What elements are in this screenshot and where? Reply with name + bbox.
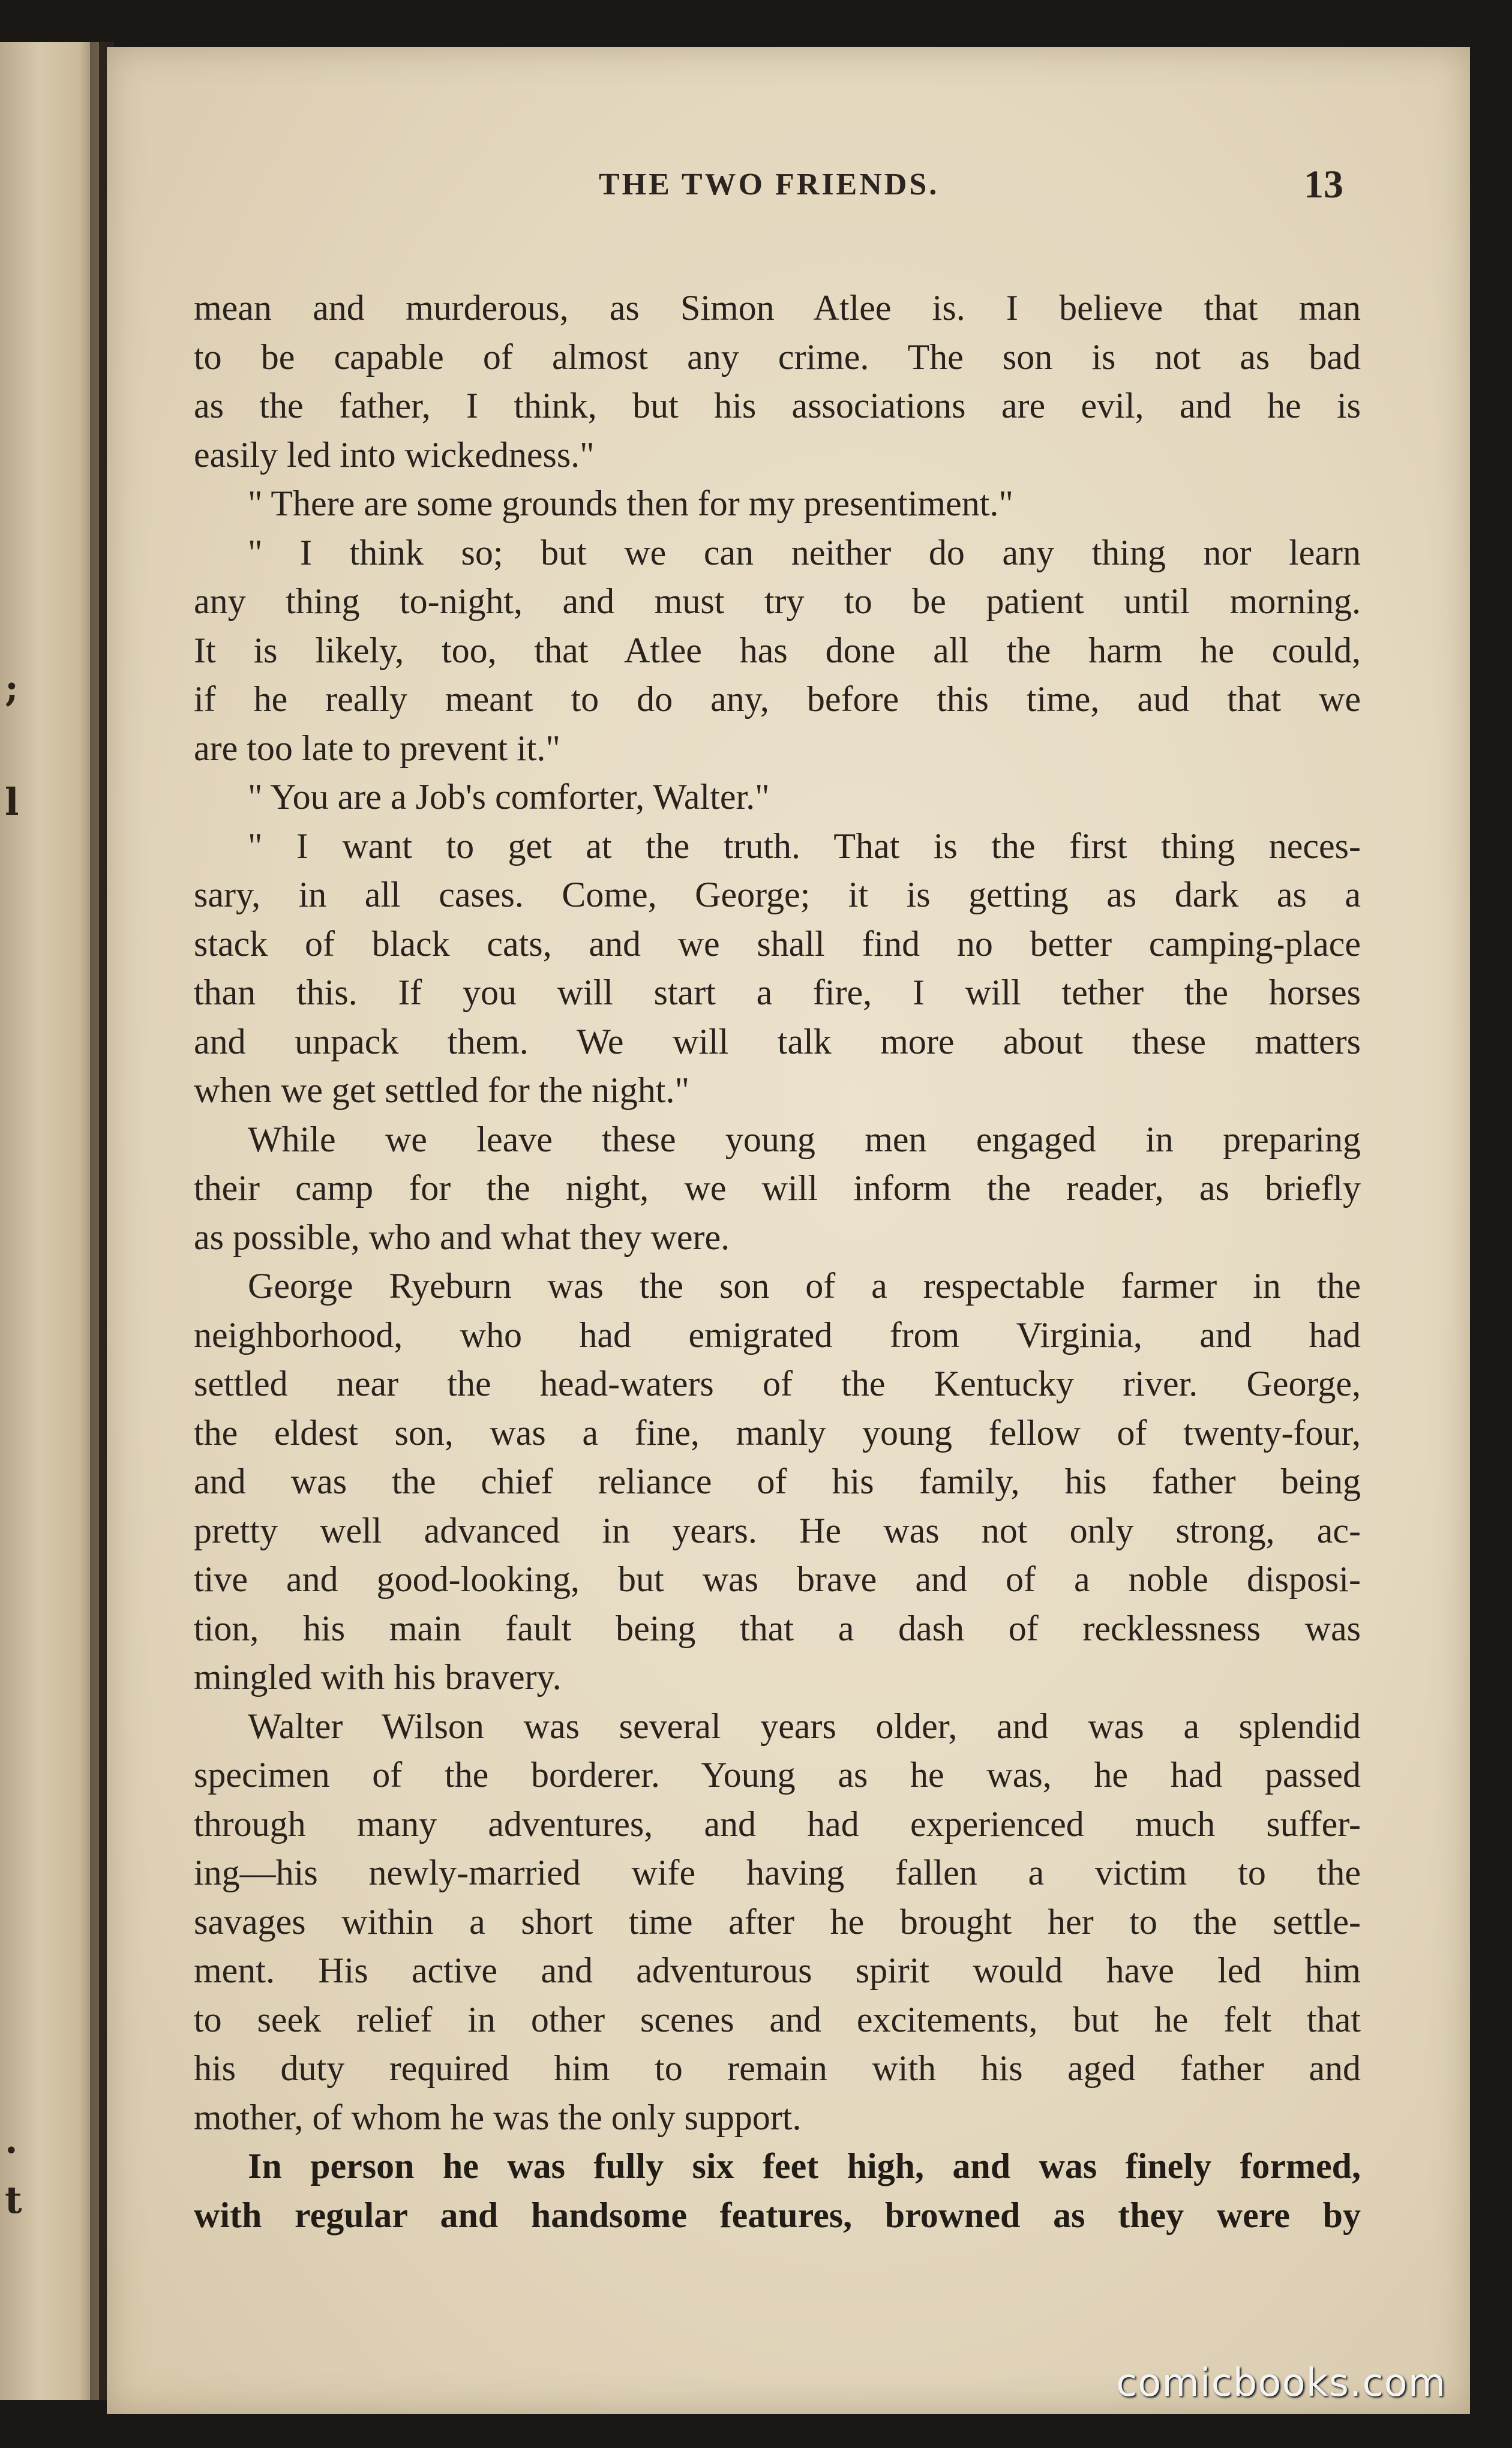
text-line: mother, of whom he was the only support. bbox=[194, 2097, 802, 2137]
text-line: than this. If you will start a fire, I will tether the horses bbox=[194, 973, 1361, 1012]
text-line: tion, his main fault being that a dash of recklessness was bbox=[194, 1608, 1361, 1648]
text-line: ing—his newly-married wife having fallen a victim to the bbox=[194, 1853, 1361, 1892]
text-line: if he really meant to do any, before this time, aud that we bbox=[194, 679, 1361, 719]
text-line: any thing to-night, and must try to be patient until morning. bbox=[194, 581, 1361, 621]
text-line: Walter Wilson was several years older, and was a splendid bbox=[248, 1706, 1361, 1746]
text-line: and unpack them. We will talk more about these matters bbox=[194, 1021, 1361, 1061]
margin-mark: ; bbox=[5, 666, 19, 710]
text-line: to be capable of almost any crime. The son is not as bad bbox=[194, 337, 1361, 377]
text-line: as possible, who and what they were. bbox=[194, 1217, 730, 1257]
text-line: " There are some grounds then for my presentiment." bbox=[248, 484, 1013, 523]
margin-mark: t bbox=[5, 2178, 22, 2222]
book-page bbox=[107, 47, 1470, 2414]
text-line: In person he was fully six feet high, and was finely formed, bbox=[248, 2146, 1361, 2186]
text-line: It is likely, too, that Atlee has done all the harm he could, bbox=[194, 630, 1361, 670]
left-facing-page bbox=[0, 42, 99, 2400]
text-line: " You are a Job's comforter, Walter." bbox=[248, 777, 770, 817]
running-title: THE TWO FRIENDS. bbox=[599, 167, 940, 202]
text-line: ment. His active and adventurous spirit would have led him bbox=[194, 1951, 1361, 1990]
text-line: pretty well advanced in years. He was not only strong, ac- bbox=[194, 1510, 1361, 1550]
text-line: the eldest son, was a fine, manly young fellow of twenty-four, bbox=[194, 1412, 1361, 1453]
text-line: tive and good-looking, but was brave and of a noble disposi- bbox=[194, 1559, 1361, 1599]
text-line: when we get settled for the night." bbox=[194, 1070, 689, 1110]
page-number: 13 bbox=[1304, 163, 1343, 206]
text-line: with regular and handsome features, browned as they were by bbox=[194, 2195, 1361, 2235]
text-line: While we leave these young men engaged in preparing bbox=[248, 1119, 1361, 1159]
text-line: his duty required him to remain with his aged father and bbox=[194, 2048, 1361, 2088]
watermark-logo: comicbooks.com bbox=[1116, 2361, 1447, 2405]
text-line: settled near the head-waters of the Kentucky river. George, bbox=[194, 1364, 1361, 1403]
text-line: through many adventures, and had experienced much suffer- bbox=[194, 1804, 1361, 1844]
text-line: stack of black cats, and we shall find no better camping-place bbox=[194, 923, 1361, 964]
text-line: sary, in all cases. Come, George; it is getting as dark as a bbox=[194, 875, 1361, 914]
margin-mark: . bbox=[5, 2118, 18, 2162]
body-text bbox=[194, 284, 1361, 2240]
text-line: to seek relief in other scenes and excitements, but he felt that bbox=[194, 1999, 1361, 2039]
text-line: savages within a short time after he brought her to the settle- bbox=[194, 1901, 1361, 1942]
running-head bbox=[107, 149, 1470, 221]
text-line: mingled with his bravery. bbox=[194, 1657, 562, 1697]
text-line: George Ryeburn was the son of a respectable farmer in the bbox=[248, 1266, 1361, 1306]
text-line: specimen of the borderer. Young as he was, he had passed bbox=[194, 1755, 1361, 1795]
margin-mark: l bbox=[5, 780, 19, 824]
text-line: " I want to get at the truth. That is the first thing neces- bbox=[248, 826, 1361, 866]
text-line: their camp for the night, we will inform the reader, as briefly bbox=[194, 1168, 1361, 1208]
text-line: neighborhood, who had emigrated from Virginia, and had bbox=[194, 1315, 1361, 1355]
text-line: and was the chief reliance of his family, his father being bbox=[194, 1462, 1361, 1501]
text-line: easily led into wickedness." bbox=[194, 434, 595, 475]
text-line: mean and murderous, as Simon Atlee is. I believe that man bbox=[194, 288, 1361, 328]
text-line: as the father, I think, but his associations are evil, and he is bbox=[194, 386, 1361, 425]
text-line: are too late to prevent it." bbox=[194, 728, 560, 768]
text-line: " I think so; but we can neither do any thing nor learn bbox=[248, 532, 1361, 572]
